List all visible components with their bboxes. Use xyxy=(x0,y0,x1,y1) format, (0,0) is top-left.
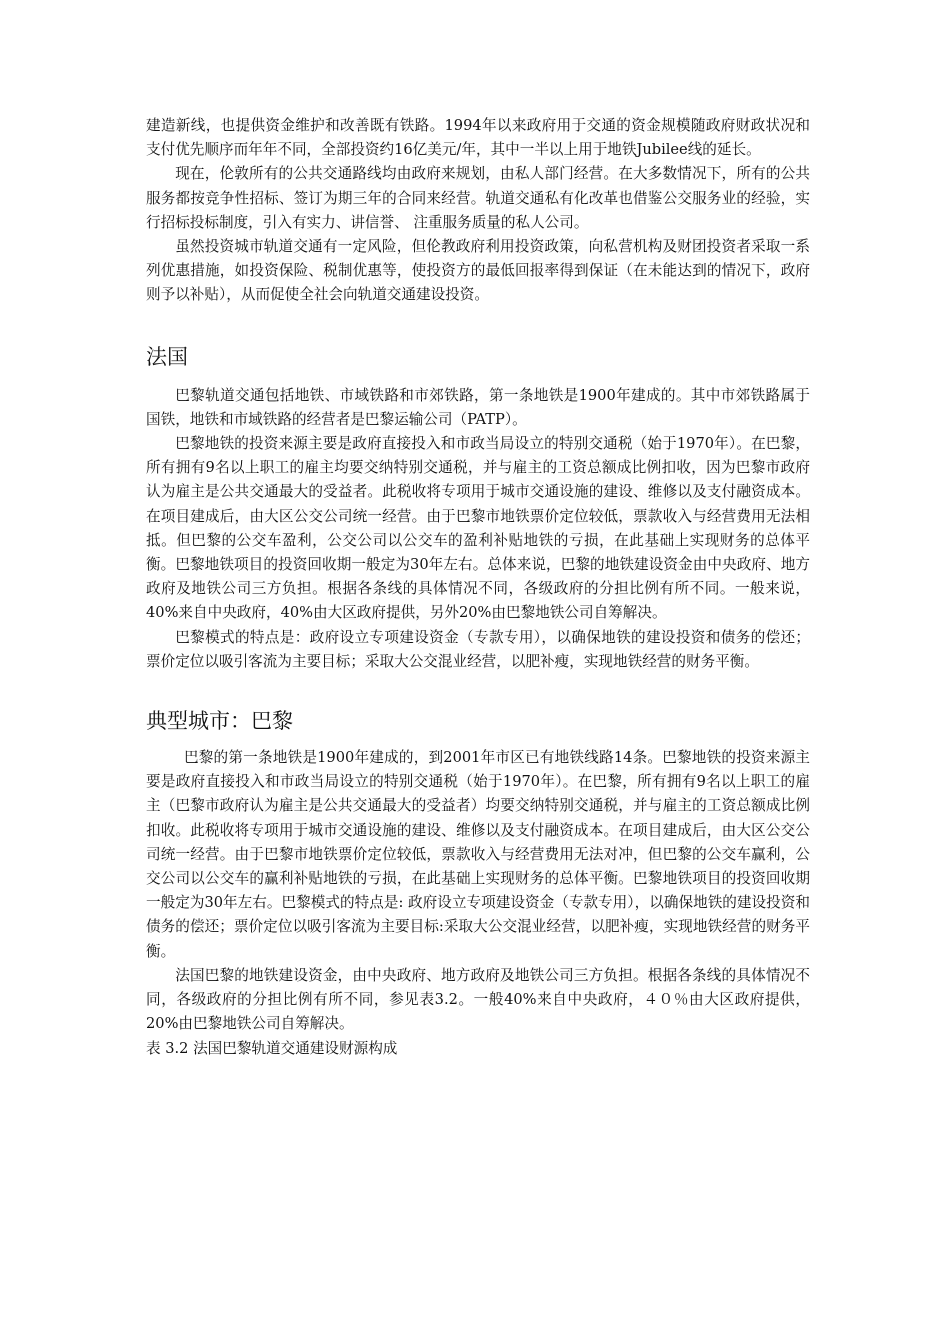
uk-paragraph-2: 现在，伦敦所有的公共交通路线均由政府来规划，由私人部门经营。在大多数情况下，所有的公共服务都按竞争性招标、签订为期三年的合同来经营。轨道交通私有化改革也借鉴公交服务业的经验，实行招标投标制度，引入有实力、讲信誉、 注重服务质量的私人公司。 xyxy=(146,165,810,231)
document-page xyxy=(146,114,810,1061)
uk-paragraph-1: 建造新线，也提供资金维护和改善既有铁路。1994年以来政府用于交通的资金规模随政府财政状况和支付优先顺序而年年不同，全部投资约16亿美元/年，其中一半以上用于地铁Jubilee线的延长。 xyxy=(146,117,810,159)
france-paragraph-3: 巴黎模式的特点是：政府设立专项建设资金（专款专用），以确保地铁的建设投资和债务的偿还；票价定位以吸引客流为主要目标；采取大公交混业经营，以肥补瘦，实现地铁经营的财务平衡。 xyxy=(146,628,810,670)
paris-heading: 典型城市：巴黎 xyxy=(146,709,293,734)
france-paragraph-2: 巴黎地铁的投资来源主要是政府直接投入和市政当局设立的特别交通税（始于1970年）。在巴黎，所有拥有9名以上职工的雇主均要交纳特别交通税，并与雇主的工资总额成比例扣收，因为巴黎市政府认为雇主是公共交通最大的受益者。此税收将专项用于城市交通设施的建设、维修以及支付融资成本。在项目建成后，由大区公交公司统一经营。由于巴黎市地铁票价定位较低，票款收入与经营费用无法相抵。但巴黎的公交车盈利，公交公司以公交车的盈利补贴地铁的亏损，在此基础上实现财务的总体平衡。巴黎地铁项目的投资回收期一般定为30年左右。总体来说，巴黎的地铁建设资金由中央政府、地方政府及地铁公司三方负担。根据各条线的具体情况不同，各级政府的分担比例有所不同。一般来说，40%来自中央政府，40%由大区政府提供，另外20%由巴黎地铁公司自筹解决。 xyxy=(146,435,810,622)
paris-paragraph-2: 法国巴黎的地铁建设资金，由中央政府、地方政府及地铁公司三方负担。根据各条线的具体情况不同，各级政府的分担比例有所不同，参见表3.2。一般40%来自中央政府，４０％由大区政府提供，20%由巴黎地铁公司自筹解决。 xyxy=(146,966,810,1033)
uk-paragraph-3: 虽然投资城市轨道交通有一定风险，但伦教政府利用投资政策，向私营机构及财团投资者采取一系列优惠措施，如投资保险、税制优惠等，使投资方的最低回报率得到保证（在未能达到的情况下，政府则予以补贴），从而促使全社会向轨道交通建设投资。 xyxy=(146,238,810,304)
france-heading: 法国 xyxy=(146,344,188,369)
france-paragraph-1: 巴黎轨道交通包括地铁、市域铁路和市郊铁路，第一条地铁是1900年建成的。其中市郊铁路属于国铁，地铁和市域铁路的经营者是巴黎运输公司（PATP）。 xyxy=(146,386,810,428)
table-caption: 表 3.2 法国巴黎轨道交通建设财源构成 xyxy=(146,1039,398,1057)
paris-paragraph-1: 巴黎的第一条地铁是1900年建成的，到2001年市区已有地铁线路14条。巴黎地铁的投资来源主要是政府直接投入和市政当局设立的特别交通税（始于1970年）。在巴黎，所有拥有9名以上职工的雇主（巴黎市政府认为雇主是公共交通最大的受益者）均要交纳特别交通税，并与雇主的工资总额成比例扣收。此税收将专项用于城市交通设施的建设、维修以及支付融资成本。在项目建成后，由大区公交公司统一经营。由于巴黎市地铁票价定位较低，票款收入与经营费用无法对冲，但巴黎的公交车赢利，公交公司以公交车的赢利补贴地铁的亏损，在此基础上实现财务的总体平衡。巴黎地铁项目的投资回收期一般定为30年左右。巴黎模式的特点是: 政府设立专项建设资金（专款专用），以确保地铁的建设投资和债务的偿还；票价定位以吸引客流为主要目标:采取大公交混业经营，以肥补瘦，实现地铁经营的财务平衡。 xyxy=(146,749,810,960)
